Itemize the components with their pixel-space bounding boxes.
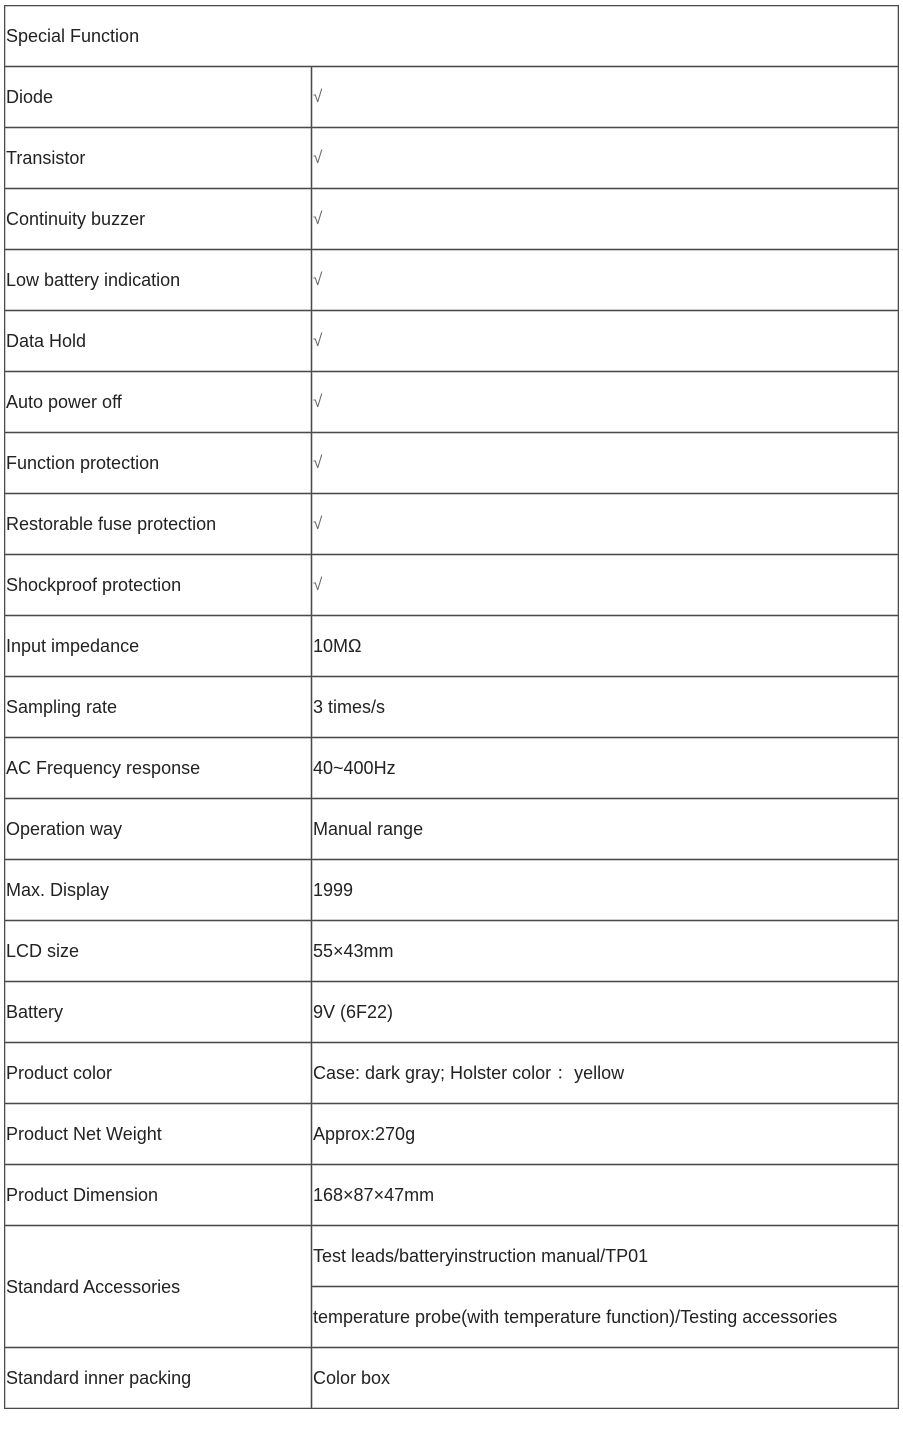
row-label-dimension: Product Dimension	[5, 1165, 312, 1226]
row-value-ac-frequency: 40~400Hz	[312, 738, 899, 799]
check-icon: √	[312, 372, 899, 433]
table-row	[5, 250, 899, 311]
table-row	[5, 433, 899, 494]
row-label-product-color: Product color	[5, 1043, 312, 1104]
row-value-battery: 9V (6F22)	[312, 982, 899, 1043]
row-label-auto-power-off: Auto power off	[5, 372, 312, 433]
row-label-net-weight: Product Net Weight	[5, 1104, 312, 1165]
row-label-standard-accessories: Standard Accessories	[5, 1226, 312, 1348]
row-label-sampling-rate: Sampling rate	[5, 677, 312, 738]
table-row	[5, 1104, 899, 1165]
check-icon: √	[312, 67, 899, 128]
row-value-input-impedance: 10MΩ	[312, 616, 899, 677]
row-label-ac-frequency: AC Frequency response	[5, 738, 312, 799]
table-header: Special Function	[5, 6, 899, 67]
row-label-operation-way: Operation way	[5, 799, 312, 860]
table-header-row	[5, 6, 899, 67]
row-label-diode: Diode	[5, 67, 312, 128]
table-row	[5, 677, 899, 738]
table-row	[5, 128, 899, 189]
row-value-lcd-size: 55×43mm	[312, 921, 899, 982]
row-label-function-protection: Function protection	[5, 433, 312, 494]
table-row	[5, 555, 899, 616]
table-row	[5, 738, 899, 799]
table-row	[5, 921, 899, 982]
check-icon: √	[312, 494, 899, 555]
row-value-accessories-1: Test leads/batteryinstruction manual/TP01	[312, 1226, 899, 1287]
table-row	[5, 616, 899, 677]
row-label-transistor: Transistor	[5, 128, 312, 189]
row-label-shockproof: Shockproof protection	[5, 555, 312, 616]
table-row	[5, 372, 899, 433]
table-row	[5, 1165, 899, 1226]
row-label-continuity-buzzer: Continuity buzzer	[5, 189, 312, 250]
check-icon: √	[312, 189, 899, 250]
table-row	[5, 1043, 899, 1104]
table-row	[5, 494, 899, 555]
row-value-sampling-rate: 3 times/s	[312, 677, 899, 738]
row-value-operation-way: Manual range	[312, 799, 899, 860]
row-value-accessories-2: temperature probe(with temperature function)/Testing accessories	[312, 1287, 899, 1348]
row-value-inner-packing: Color box	[312, 1348, 899, 1409]
row-label-max-display: Max. Display	[5, 860, 312, 921]
row-value-max-display: 1999	[312, 860, 899, 921]
check-icon: √	[312, 250, 899, 311]
row-label-battery: Battery	[5, 982, 312, 1043]
check-icon: √	[312, 128, 899, 189]
spec-table	[4, 5, 899, 1409]
row-label-lcd-size: LCD size	[5, 921, 312, 982]
row-label-inner-packing: Standard inner packing	[5, 1348, 312, 1409]
table-row	[5, 311, 899, 372]
table-row	[5, 1226, 899, 1287]
table-row	[5, 799, 899, 860]
check-icon: √	[312, 311, 899, 372]
row-value-dimension: 168×87×47mm	[312, 1165, 899, 1226]
row-label-restorable-fuse: Restorable fuse protection	[5, 494, 312, 555]
table-row	[5, 860, 899, 921]
row-label-input-impedance: Input impedance	[5, 616, 312, 677]
table-row	[5, 1348, 899, 1409]
row-label-low-battery: Low battery indication	[5, 250, 312, 311]
check-icon: √	[312, 555, 899, 616]
row-value-product-color: Case: dark gray; Holster color ：yellow	[312, 1043, 899, 1104]
row-label-data-hold: Data Hold	[5, 311, 312, 372]
table-row	[5, 982, 899, 1043]
check-icon: √	[312, 433, 899, 494]
table-row	[5, 189, 899, 250]
table-row	[5, 67, 899, 128]
row-value-net-weight: Approx:270g	[312, 1104, 899, 1165]
